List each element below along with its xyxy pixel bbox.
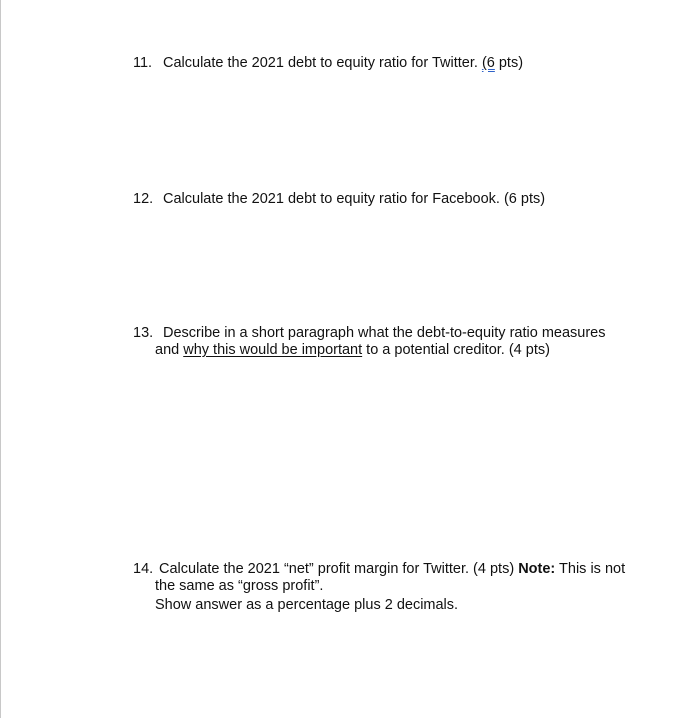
spellcheck-marked-text: (6	[481, 55, 495, 71]
line2-post: to a potential creditor. (4 pts)	[362, 342, 550, 358]
question-14	[133, 561, 663, 614]
question-text: Calculate the 2021 debt to equity ratio for Facebook. (6 pts)	[163, 191, 546, 207]
question-number: 14.	[133, 561, 154, 577]
question-13	[133, 325, 653, 359]
question-12	[133, 191, 653, 208]
question-text-line1: Describe in a short paragraph what the debt-to-equity ratio measures	[163, 325, 606, 341]
question-number: 12.	[133, 191, 154, 207]
note-text: This is not	[555, 561, 626, 577]
line2-pre: and	[155, 342, 184, 358]
question-number: 11.	[133, 55, 153, 71]
question-number: 13.	[133, 325, 154, 341]
page-left-border	[0, 0, 1, 718]
question-points: pts)	[494, 55, 524, 71]
question-text-line3: Show answer as a percentage plus 2 decimals.	[155, 597, 459, 613]
question-11	[133, 55, 653, 72]
question-text-line1: Calculate the 2021 “net” profit margin for Twitter. (4 pts)	[159, 561, 519, 577]
question-text: Calculate the 2021 debt to equity ratio for Twitter.	[163, 55, 482, 71]
note-label: Note:	[518, 561, 556, 577]
question-text-line2	[133, 342, 653, 359]
underlined-phrase: why this would be important	[183, 342, 363, 358]
question-text-line2: the same as “gross profit”.	[155, 578, 324, 594]
